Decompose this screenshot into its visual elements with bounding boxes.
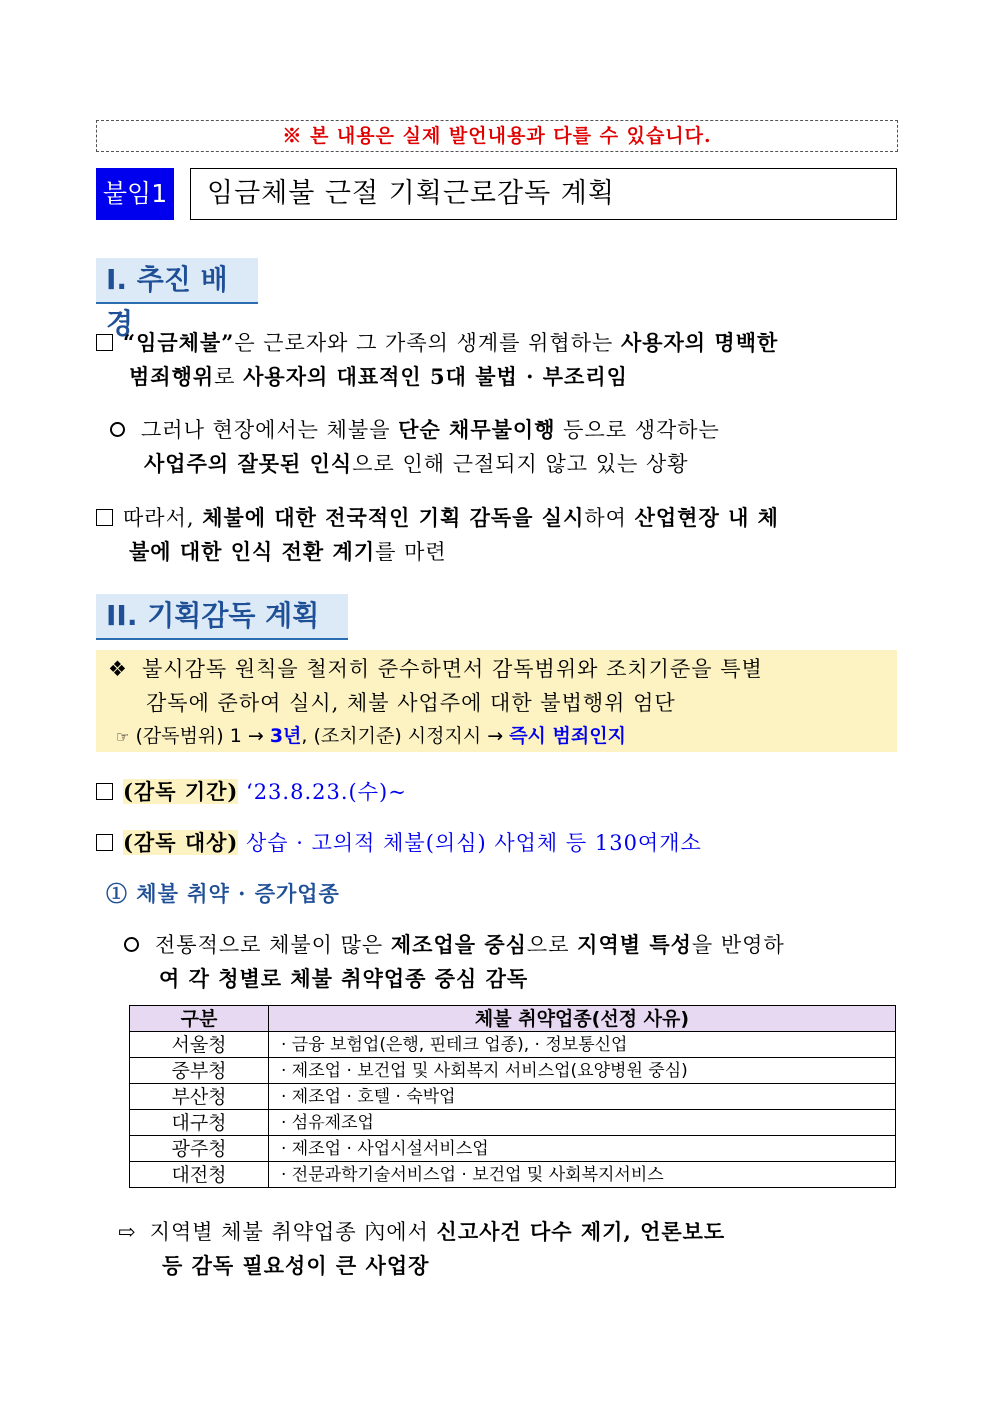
table-row — [130, 1058, 896, 1084]
table-row — [130, 1136, 896, 1162]
period-value: ‘23.8.23.(수)~ — [246, 780, 407, 804]
diamond-bullet-icon: ❖ — [108, 657, 128, 681]
region-cell: 광주청 — [130, 1136, 269, 1162]
attachment-label: 붙임1 — [96, 168, 174, 220]
text: 를 마련 — [375, 540, 447, 564]
text: 감독에 준하여 실시, 체불 사업주에 대한 불법행위 엄단 — [146, 691, 676, 715]
text-bold: 사업주의 잘못된 인식 — [144, 451, 353, 476]
industry-cell: ‧ 제조업 ‧ 사업시설서비스업 — [269, 1136, 896, 1162]
text: 등으로 생각하는 — [555, 418, 720, 442]
text-bold: 불에 대한 인식 전환 계기 — [129, 539, 376, 564]
checkbox-bullet-icon — [96, 334, 113, 351]
paragraph-background-4 — [124, 928, 900, 996]
text: 따라서, — [123, 506, 203, 530]
text-bold: 산업현장 내 체 — [634, 505, 779, 530]
circle-bullet-icon — [110, 422, 125, 437]
text: 으로 인해 근절되지 않고 있는 상황 — [352, 452, 689, 476]
text-bold: 사용자의 명백한 — [620, 330, 779, 355]
checkbox-bullet-icon — [96, 834, 113, 851]
text-bold: 지역별 특성 — [577, 932, 692, 957]
period-line — [96, 775, 901, 809]
text: 그러나 현장에서는 체불을 — [141, 418, 399, 442]
industry-cell: ‧ 전문과학기술서비스업 ‧ 보건업 및 사회복지서비스 — [269, 1162, 896, 1188]
target-value: 상습 · 고의적 체불(의심) 사업체 등 130여개소 — [246, 831, 702, 855]
section-heading-background — [96, 258, 258, 340]
region-cell: 대전청 — [130, 1162, 269, 1188]
table-header: 구분 — [130, 1006, 269, 1032]
paragraph-background-2 — [110, 413, 900, 481]
text: 불시감독 원칙을 철저히 준수하면서 감독범위와 조치기준을 특별 — [142, 657, 763, 681]
text: 을 반영하 — [691, 933, 785, 957]
table-row — [130, 1032, 896, 1058]
table-row — [130, 1162, 896, 1188]
subsection-title: ① 체불 취약 · 증가업종 — [106, 881, 340, 906]
arrow-right-icon: ⇨ — [118, 1220, 137, 1244]
text: 전통적으로 체불이 많은 — [155, 933, 391, 957]
text-highlight: 즉시 범죄인지 — [509, 725, 626, 747]
target-line — [96, 826, 901, 860]
highlight-box — [96, 650, 897, 752]
region-cell: 대구청 — [130, 1110, 269, 1136]
conclusion-paragraph — [118, 1215, 900, 1283]
section-heading-background — [96, 594, 348, 640]
text: 하여 — [584, 506, 635, 530]
attachment-title: 임금체불 근절 기획근로감독 계획 — [190, 168, 897, 220]
text-bold: 신고사건 다수 제기, 언론보도 — [436, 1219, 726, 1244]
text-bold: 사용자의 대표적인 5대 불법 · 부조리임 — [243, 364, 628, 389]
section-heading: I. 추진 배경 — [106, 263, 228, 340]
industry-cell: ‧ 금융 보험업(은행, 핀테크 업종), ‧ 정보통신업 — [269, 1032, 896, 1058]
text: 으로 — [526, 933, 578, 957]
text-bold: 범죄행위 — [129, 364, 215, 389]
industry-cell: ‧ 제조업 ‧ 보건업 및 사회복지 서비스업(요양병원 중심) — [269, 1058, 896, 1084]
table-row — [130, 1084, 896, 1110]
checkbox-bullet-icon — [96, 783, 113, 800]
text-bold: 단순 채무불이행 — [398, 417, 556, 442]
paragraph-background-3 — [96, 501, 901, 569]
industry-table — [129, 1005, 896, 1188]
text-highlight: 3년 — [269, 725, 302, 747]
paragraph-background-1 — [96, 326, 901, 394]
text: , (조치기준) 시정지시 → — [301, 725, 510, 747]
region-cell: 중부청 — [130, 1058, 269, 1084]
text-bold: 여 각 청별로 체불 취약업종 중심 감독 — [159, 966, 529, 991]
text-quote: “임금체불” — [123, 330, 235, 355]
section-heading: II. 기획감독 계획 — [106, 599, 320, 632]
text: (감독범위) 1 → — [135, 725, 270, 747]
text-bold: 제조업을 중심 — [390, 932, 527, 957]
industry-cell: ‧ 섬유제조업 — [269, 1110, 896, 1136]
region-cell: 부산청 — [130, 1084, 269, 1110]
text-bold: 체불에 대한 전국적인 기획 감독을 실시 — [202, 505, 585, 530]
disclaimer-notice: ※ 본 내용은 실제 발언내용과 다를 수 있습니다. — [96, 120, 898, 152]
region-cell: 서울청 — [130, 1032, 269, 1058]
table-header-row — [130, 1006, 896, 1032]
checkbox-bullet-icon — [96, 509, 113, 526]
industry-cell: ‧ 제조업 ‧ 호텔 · 숙박업 — [269, 1084, 896, 1110]
table-row — [130, 1110, 896, 1136]
text-bold: 등 감독 필요성이 큰 사업장 — [162, 1253, 430, 1278]
period-label: (감독 기간) — [123, 779, 239, 804]
table-header: 체불 취약업종(선정 사유) — [269, 1006, 896, 1032]
pointing-hand-icon: ☞ — [116, 728, 130, 746]
circle-bullet-icon — [124, 937, 139, 952]
text: 은 근로자와 그 가족의 생계를 위협하는 — [234, 331, 621, 355]
text: 로 — [214, 365, 244, 389]
text: 지역별 체불 취약업종 內에서 — [149, 1220, 437, 1244]
target-label: (감독 대상) — [123, 830, 239, 855]
